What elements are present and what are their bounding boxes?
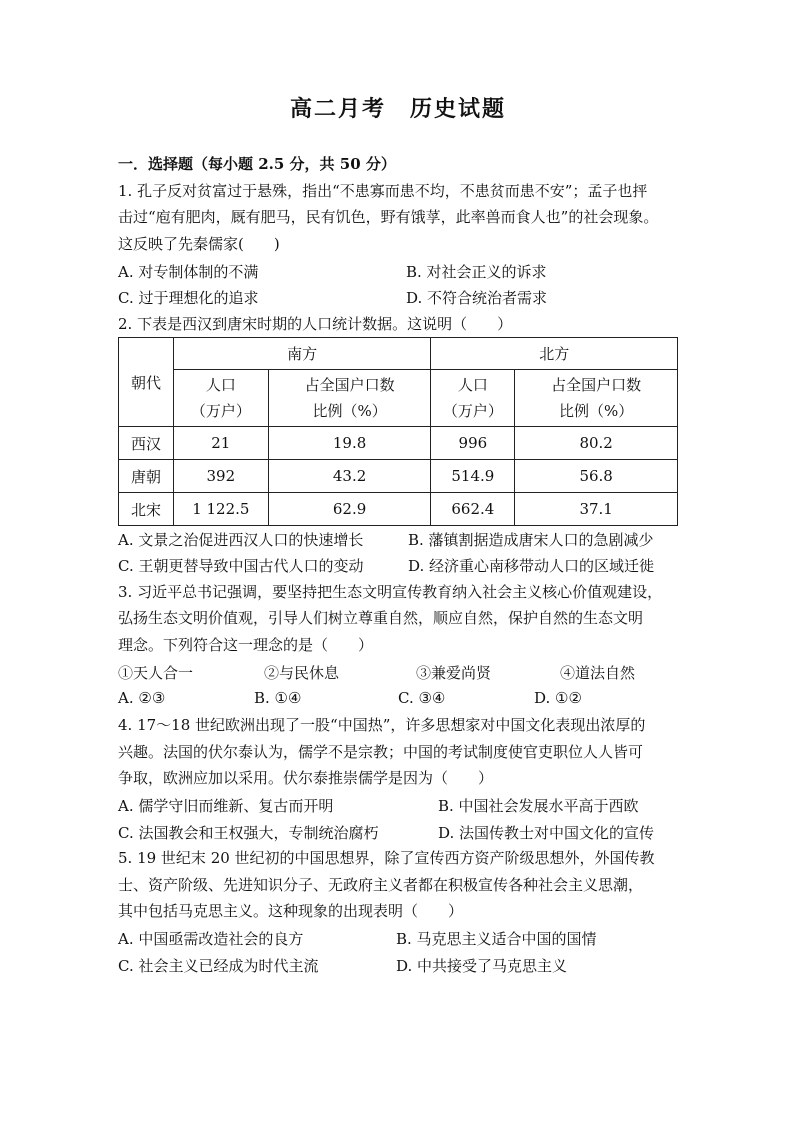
q5-stem-line-3: 其中包括马克思主义。这种现象的出现表明（ ） <box>118 902 464 920</box>
q4-stem-line-1: 4. 17～18 世纪欧洲出现了一股“中国热”，许多思想家对中国文化表现出浓厚的 <box>118 716 646 734</box>
q5-stem-line-1: 5. 19 世纪末 20 世纪初的中国思想界，除了宣传西方资产阶级思想外，外国传教 <box>118 849 655 867</box>
cell-north-ratio: 80.2 <box>515 427 678 460</box>
q4-option-d[interactable]: D. 法国传教士对中国文化的宣传 <box>438 824 655 842</box>
q5-option-d[interactable]: D. 中共接受了马克思主义 <box>396 957 568 975</box>
page-title: 高二月考 历史试题 <box>289 96 506 122</box>
header-ratio-line-1: 占全国户口数 <box>551 376 642 394</box>
cell-south-pop: 21 <box>173 427 268 460</box>
row-dynasty: 北宋 <box>119 493 174 526</box>
q5-stem-line-2: 士、资产阶级、先进知识分子、无政府主义者都在积极宣传各种社会主义思潮， <box>118 876 644 894</box>
q5-option-b[interactable]: B. 马克思主义适合中国的国情 <box>396 930 597 948</box>
header-north-ratio <box>515 370 678 427</box>
q3-option-a[interactable]: A. ②③ <box>118 689 166 707</box>
row-dynasty: 唐朝 <box>119 460 174 493</box>
q1-stem-line-3: 这反映了先秦儒家( ) <box>118 235 280 253</box>
q3-item-2: ②与民休息 <box>264 664 340 682</box>
q3-option-c[interactable]: C. ③④ <box>398 689 446 707</box>
q5-options-row-2 <box>118 955 678 977</box>
table-row <box>119 460 678 493</box>
header-north-pop <box>431 370 515 427</box>
q1-stem-line-2: 击过“庖有肥肉，厩有肥马，民有饥色，野有饿莩，此率兽而食人也”的社会现象。 <box>118 208 659 226</box>
q1-option-d[interactable]: D. 不符合统治者需求 <box>406 289 548 307</box>
cell-south-pop: 392 <box>173 460 268 493</box>
q4-stem-line-2: 兴趣。法国的伏尔泰认为，儒学不是宗教；中国的考试制度使官吏职位人人皆可 <box>118 743 644 761</box>
header-pop-line-2: （万户） <box>190 402 251 420</box>
q4-options-row-1 <box>118 795 678 817</box>
header-south: 南方 <box>173 338 431 370</box>
cell-south-ratio: 19.8 <box>268 427 431 460</box>
q3-stem-line-3: 理念。下列符合这一理念的是（ ） <box>118 636 374 654</box>
q5-option-a[interactable]: A. 中国亟需改造社会的良方 <box>118 930 304 948</box>
q3-option-d[interactable]: D. ①② <box>534 689 582 707</box>
q1-option-a[interactable]: A. 对专制体制的不满 <box>118 263 259 281</box>
q2-option-d[interactable]: D. 经济重心南移带动人口的区域迁徙 <box>408 557 655 575</box>
cell-north-ratio: 56.8 <box>515 460 678 493</box>
q4-option-a[interactable]: A. 儒学守旧而维新、复古而开明 <box>118 797 334 815</box>
q5-option-c[interactable]: C. 社会主义已经成为时代主流 <box>118 957 319 975</box>
header-dynasty: 朝代 <box>119 338 174 427</box>
cell-south-pop: 1 122.5 <box>173 493 268 526</box>
q1-options-row-1 <box>118 261 678 283</box>
cell-north-ratio: 37.1 <box>515 493 678 526</box>
row-dynasty: 西汉 <box>119 427 174 460</box>
q3-options-row <box>118 689 678 711</box>
q4-option-b[interactable]: B. 中国社会发展水平高于西欧 <box>438 797 639 815</box>
q3-items-row <box>118 662 678 684</box>
q2-option-b[interactable]: B. 藩镇割据造成唐宋人口的急剧减少 <box>408 531 654 549</box>
header-pop-line-2: （万户） <box>442 402 503 420</box>
q1-option-c[interactable]: C. 过于理想化的追求 <box>118 289 259 307</box>
header-pop-line-1: 人口 <box>457 376 488 394</box>
q4-option-c[interactable]: C. 法国教会和王权强大，专制统治腐朽 <box>118 824 379 842</box>
q4-stem-line-3: 争取，欧洲应加以采用。伏尔泰推崇儒学是因为（ ） <box>118 769 494 787</box>
q5-options-row-1 <box>118 928 678 950</box>
q3-stem-line-1: 3. 习近平总书记强调，要坚持把生态文明宣传教育纳入社会主义核心价值观建设， <box>118 583 663 601</box>
header-ratio-line-2: 比例（%） <box>559 402 634 420</box>
q1-options-row-2 <box>118 287 678 309</box>
section-heading: 一．选择题（每小题 2.5 分，共 50 分） <box>118 155 396 173</box>
cell-north-pop: 996 <box>431 427 515 460</box>
q2-options-row-2 <box>118 555 678 577</box>
q3-item-3: ③兼爱尚贤 <box>416 664 492 682</box>
table-row <box>119 493 678 526</box>
header-ratio-line-1: 占全国户口数 <box>304 376 395 394</box>
q2-option-a[interactable]: A. 文景之治促进西汉人口的快速增长 <box>118 531 364 549</box>
table-row <box>119 427 678 460</box>
q1-option-b[interactable]: B. 对社会正义的诉求 <box>406 263 547 281</box>
q4-options-row-2 <box>118 822 678 844</box>
q2-options-row-1 <box>118 529 678 551</box>
cell-south-ratio: 43.2 <box>268 460 431 493</box>
q3-item-4: ④道法自然 <box>560 664 636 682</box>
cell-north-pop: 662.4 <box>431 493 515 526</box>
q2-option-c[interactable]: C. 王朝更替导致中国古代人口的变动 <box>118 557 364 575</box>
cell-south-ratio: 62.9 <box>268 493 431 526</box>
q2-stem: 2. 下表是西汉到唐宋时期的人口统计数据。这说明（ ） <box>118 315 513 333</box>
header-pop-line-1: 人口 <box>205 376 236 394</box>
header-north: 北方 <box>431 338 678 370</box>
q1-stem-line-1: 1. 孔子反对贫富过于悬殊，指出“不患寡而患不均，不患贫而患不安”；孟子也抨 <box>118 182 648 200</box>
population-table <box>118 337 678 526</box>
cell-north-pop: 514.9 <box>431 460 515 493</box>
q3-stem-line-2: 弘扬生态文明价值观，引导人们树立尊重自然，顺应自然，保护自然的生态文明 <box>118 609 644 627</box>
header-south-ratio <box>268 370 431 427</box>
q3-option-b[interactable]: B. ①④ <box>254 689 302 707</box>
header-south-pop <box>173 370 268 427</box>
header-ratio-line-2: 比例（%） <box>312 402 387 420</box>
q3-item-1: ①天人合一 <box>118 664 194 682</box>
